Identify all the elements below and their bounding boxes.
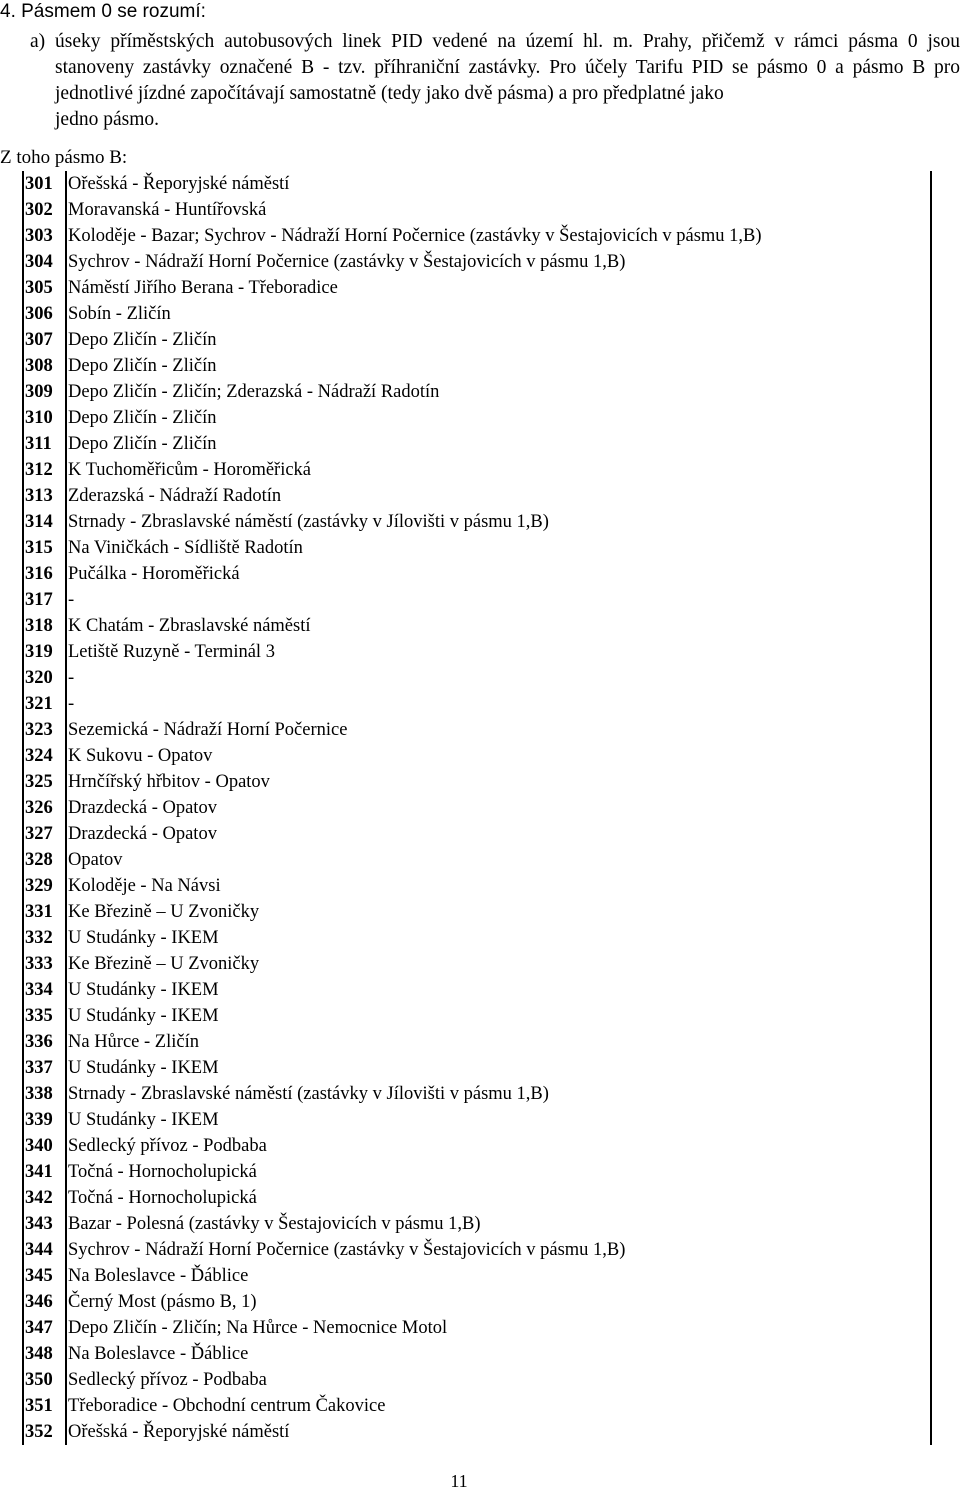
table-row [22, 1159, 932, 1185]
zone-b-subheading: Z toho pásmo B: [0, 147, 128, 168]
table-row [22, 1211, 932, 1237]
line-number: 335 [25, 1005, 53, 1026]
table-row [22, 1133, 932, 1159]
table-row [22, 665, 932, 691]
zone-b-line-table [22, 171, 932, 1445]
line-number: 308 [25, 355, 53, 376]
line-route: - [68, 667, 75, 688]
table-row [22, 1393, 932, 1419]
table-body [22, 171, 932, 1445]
table-row [22, 1367, 932, 1393]
table-row [22, 1315, 932, 1341]
line-number: 333 [25, 953, 53, 974]
line-number: 326 [25, 797, 53, 818]
line-route: Drazdecká - Opatov [68, 797, 217, 818]
line-route: Náměstí Jiřího Berana - Třeboradice [68, 277, 338, 298]
table-row [22, 1289, 932, 1315]
line-number: 310 [25, 407, 53, 428]
table-row [22, 613, 932, 639]
table-column-divider [65, 171, 67, 1445]
table-row [22, 483, 932, 509]
line-number: 306 [25, 303, 53, 324]
table-row [22, 1107, 932, 1133]
line-number: 329 [25, 875, 53, 896]
line-number: 325 [25, 771, 53, 792]
line-route: Koloděje - Bazar; Sychrov - Nádraží Horní Počernice (zastávky v Šestajovicích v pásmu 1,B) [68, 225, 762, 246]
line-route: U Studánky - IKEM [68, 979, 219, 1000]
item-a [30, 29, 960, 133]
line-route: Depo Zličín - Zličín; Na Hůrce - Nemocnice Motol [68, 1317, 448, 1338]
line-route: Depo Zličín - Zličín [68, 433, 217, 454]
line-number: 302 [25, 199, 53, 220]
item-a-marker: a) [30, 31, 46, 52]
line-route: U Studánky - IKEM [68, 927, 219, 948]
line-route: Strnady - Zbraslavské náměstí (zastávky v Jílovišti v pásmu 1,B) [68, 1083, 549, 1104]
line-number: 337 [25, 1057, 53, 1078]
table-row [22, 509, 932, 535]
line-route: Ke Březině – U Zvoničky [68, 953, 260, 974]
table-row [22, 535, 932, 561]
line-route: Ke Březině – U Zvoničky [68, 901, 260, 922]
line-number: 318 [25, 615, 53, 636]
table-row [22, 769, 932, 795]
line-route: Ořešská - Řeporyjské náměstí [68, 1421, 290, 1442]
line-number: 345 [25, 1265, 53, 1286]
line-route: Třeboradice - Obchodní centrum Čakovice [68, 1395, 386, 1416]
line-route: Strnady - Zbraslavské náměstí (zastávky v Jílovišti v pásmu 1,B) [68, 511, 549, 532]
line-route: Bazar - Polesná (zastávky v Šestajovicích v pásmu 1,B) [68, 1213, 481, 1234]
line-number: 334 [25, 979, 53, 1000]
table-row [22, 457, 932, 483]
table-right-border [930, 171, 932, 1445]
line-route: U Studánky - IKEM [68, 1005, 219, 1026]
line-route: Drazdecká - Opatov [68, 823, 217, 844]
table-row [22, 223, 932, 249]
line-route: Zderazská - Nádraží Radotín [68, 485, 282, 506]
line-number: 336 [25, 1031, 53, 1052]
table-row [22, 301, 932, 327]
line-number: 314 [25, 511, 53, 532]
table-row [22, 1419, 932, 1445]
line-number: 304 [25, 251, 53, 272]
line-route: Točná - Hornocholupická [68, 1161, 257, 1182]
line-number: 339 [25, 1109, 53, 1130]
line-number: 303 [25, 225, 53, 246]
section-heading: 4. Pásmem 0 se rozumí: [0, 1, 206, 22]
item-a-text-block [55, 29, 960, 133]
table-left-border [22, 171, 24, 1445]
page-number: 11 [450, 1471, 468, 1491]
table-row [22, 1341, 932, 1367]
line-number: 315 [25, 537, 53, 558]
line-number: 328 [25, 849, 53, 870]
line-route: Na Boleslavce - Ďáblice [68, 1265, 249, 1286]
line-number: 332 [25, 927, 53, 948]
line-number: 313 [25, 485, 53, 506]
line-route: Ořešská - Řeporyjské náměstí [68, 173, 290, 194]
line-number: 312 [25, 459, 53, 480]
line-route: Sedlecký přívoz - Podbaba [68, 1135, 267, 1156]
line-route: Na Viničkách - Sídliště Radotín [68, 537, 303, 558]
table-row [22, 847, 932, 873]
table-row [22, 873, 932, 899]
table-row [22, 1055, 932, 1081]
table-row [22, 1237, 932, 1263]
line-route: Sedlecký přívoz - Podbaba [68, 1369, 267, 1390]
line-route: K Tuchoměřicům - Horoměřická [68, 459, 312, 480]
table-row [22, 743, 932, 769]
line-number: 309 [25, 381, 53, 402]
table-row [22, 951, 932, 977]
line-route: Sobín - Zličín [68, 303, 171, 324]
line-number: 321 [25, 693, 53, 714]
table-row [22, 1263, 932, 1289]
table-row [22, 379, 932, 405]
line-number: 344 [25, 1239, 53, 1260]
table-row [22, 353, 932, 379]
line-route: Na Hůrce - Zličín [68, 1031, 199, 1052]
line-route: Sezemická - Nádraží Horní Počernice [68, 719, 348, 740]
table-row [22, 405, 932, 431]
line-number: 301 [25, 173, 53, 194]
line-number: 307 [25, 329, 53, 350]
line-number: 316 [25, 563, 53, 584]
line-route: Depo Zličín - Zličín [68, 407, 217, 428]
table-row [22, 327, 932, 353]
line-number: 352 [25, 1421, 53, 1442]
line-route: Opatov [68, 849, 123, 870]
line-route: Pučálka - Horoměřická [68, 563, 240, 584]
line-route: Depo Zličín - Zličín [68, 329, 217, 350]
line-number: 319 [25, 641, 53, 662]
line-route: Hrnčířský hřbitov - Opatov [68, 771, 270, 792]
table-row [22, 899, 932, 925]
line-number: 347 [25, 1317, 53, 1338]
line-number: 338 [25, 1083, 53, 1104]
line-number: 305 [25, 277, 53, 298]
table-row [22, 587, 932, 613]
line-route: Černý Most (pásmo B, 1) [68, 1291, 257, 1312]
line-route: Letiště Ruzyně - Terminál 3 [68, 641, 275, 662]
table-row [22, 1003, 932, 1029]
line-route: - [68, 589, 75, 610]
line-number: 350 [25, 1369, 53, 1390]
line-route: Depo Zličín - Zličín; Zderazská - Nádraží Radotín [68, 381, 440, 402]
line-number: 327 [25, 823, 53, 844]
table-row [22, 717, 932, 743]
table-row [22, 639, 932, 665]
table-row [22, 171, 932, 197]
line-route: U Studánky - IKEM [68, 1057, 219, 1078]
line-route: Točná - Hornocholupická [68, 1187, 257, 1208]
table-row [22, 431, 932, 457]
line-route: Moravanská - Huntířovská [68, 199, 267, 220]
line-number: 343 [25, 1213, 53, 1234]
line-number: 324 [25, 745, 53, 766]
line-route: K Sukovu - Opatov [68, 745, 213, 766]
table-row [22, 1029, 932, 1055]
table-row [22, 1185, 932, 1211]
table-row [22, 561, 932, 587]
table-row [22, 821, 932, 847]
line-number: 348 [25, 1343, 53, 1364]
line-number: 351 [25, 1395, 53, 1416]
line-number: 323 [25, 719, 53, 740]
line-number: 346 [25, 1291, 53, 1312]
line-route: K Chatám - Zbraslavské náměstí [68, 615, 311, 636]
table-row [22, 1081, 932, 1107]
line-number: 317 [25, 589, 53, 610]
table-row [22, 275, 932, 301]
table-row [22, 691, 932, 717]
line-number: 320 [25, 667, 53, 688]
line-route: Sychrov - Nádraží Horní Počernice (zastávky v Šestajovicích v pásmu 1,B) [68, 1239, 626, 1260]
table-row [22, 249, 932, 275]
table-row [22, 925, 932, 951]
line-route: U Studánky - IKEM [68, 1109, 219, 1130]
table-row [22, 795, 932, 821]
line-number: 341 [25, 1161, 53, 1182]
line-number: 340 [25, 1135, 53, 1156]
line-number: 331 [25, 901, 53, 922]
line-number: 342 [25, 1187, 53, 1208]
item-a-text: úseky příměstských autobusových linek PID vedené na území hl. m. Prahy, přičemž v rámci pásma 0 jsou stanoveny zastávky označené B - tzv. příhraniční zastávky. Pro účely Tarifu PID se pásmo 0 a pásmo B pro jednotlivé jízdné započítávají samostatně (tedy jako dvě pásma) a pro předplatné jako [55, 31, 960, 104]
line-number: 311 [25, 433, 52, 454]
table-row [22, 977, 932, 1003]
line-route: Depo Zličín - Zličín [68, 355, 217, 376]
line-route: Sychrov - Nádraží Horní Počernice (zastávky v Šestajovicích v pásmu 1,B) [68, 251, 626, 272]
line-route: - [68, 693, 75, 714]
table-row [22, 197, 932, 223]
line-route: Koloděje - Na Návsi [68, 875, 221, 896]
line-route: Na Boleslavce - Ďáblice [68, 1343, 249, 1364]
item-a-text-tail: jedno pásmo. [55, 109, 159, 130]
